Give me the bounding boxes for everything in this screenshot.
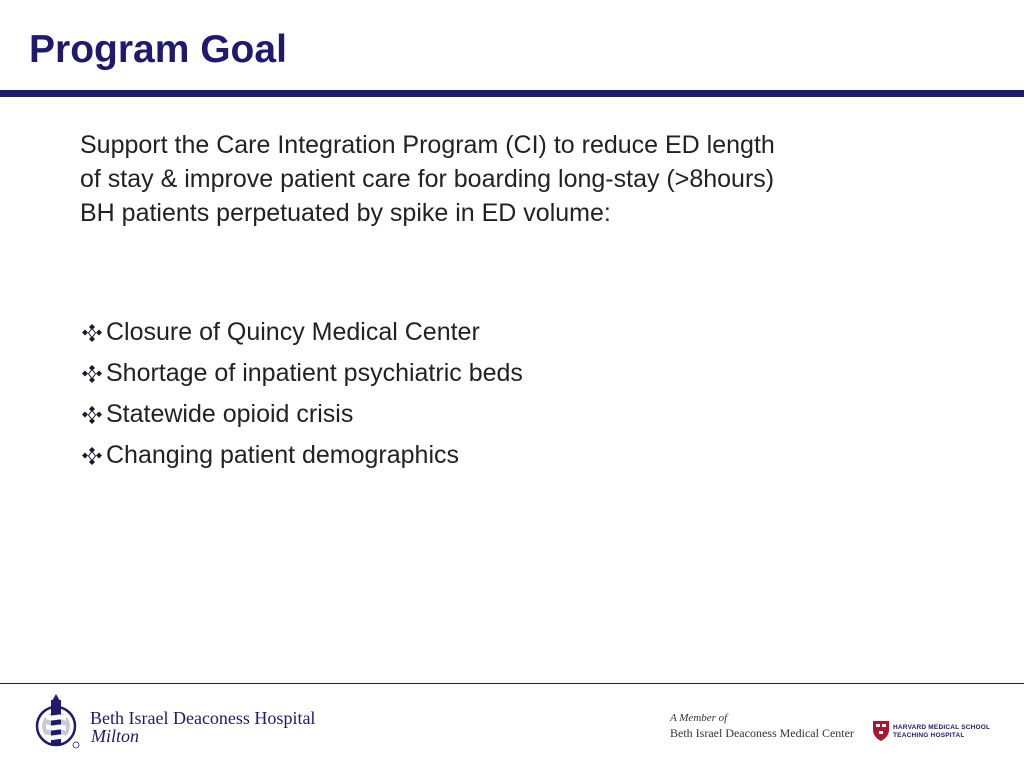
bidh-emblem-icon xyxy=(34,692,82,752)
footer-divider xyxy=(0,683,1024,684)
hospital-location: Milton xyxy=(91,726,139,746)
bullet-item xyxy=(80,312,523,353)
diamond-cluster-icon xyxy=(80,364,105,384)
title-divider xyxy=(0,90,1024,97)
member-label: A Member of xyxy=(670,712,728,724)
harvard-shield-icon xyxy=(872,720,890,742)
diamond-cluster-icon xyxy=(80,405,105,425)
bullet-text: Statewide opioid crisis xyxy=(106,400,354,428)
affiliation-line-2: TEACHING HOSPITAL xyxy=(893,732,965,739)
diamond-cluster-icon xyxy=(80,323,105,343)
bullet-item xyxy=(80,394,523,435)
hospital-name: Beth Israel Deaconess Hospital xyxy=(90,708,316,728)
bullet-item xyxy=(80,435,523,476)
diamond-cluster-icon xyxy=(80,446,105,466)
bullet-text: Shortage of inpatient psychiatric beds xyxy=(106,359,523,387)
slide-title: Program Goal xyxy=(29,28,287,71)
member-organization: Beth Israel Deaconess Medical Center xyxy=(670,726,854,740)
bullet-text: Closure of Quincy Medical Center xyxy=(106,318,480,346)
intro-paragraph: Support the Care Integration Program (CI) to reduce ED length of stay & improve patient care for boarding long-stay (>8hours) BH patients perpetuated by spike in ED volume: xyxy=(80,131,775,227)
bullet-item xyxy=(80,353,523,394)
affiliation-line-1: HARVARD MEDICAL SCHOOL xyxy=(893,724,991,731)
bullet-list xyxy=(80,312,523,476)
bullet-text: Changing patient demographics xyxy=(106,441,460,469)
